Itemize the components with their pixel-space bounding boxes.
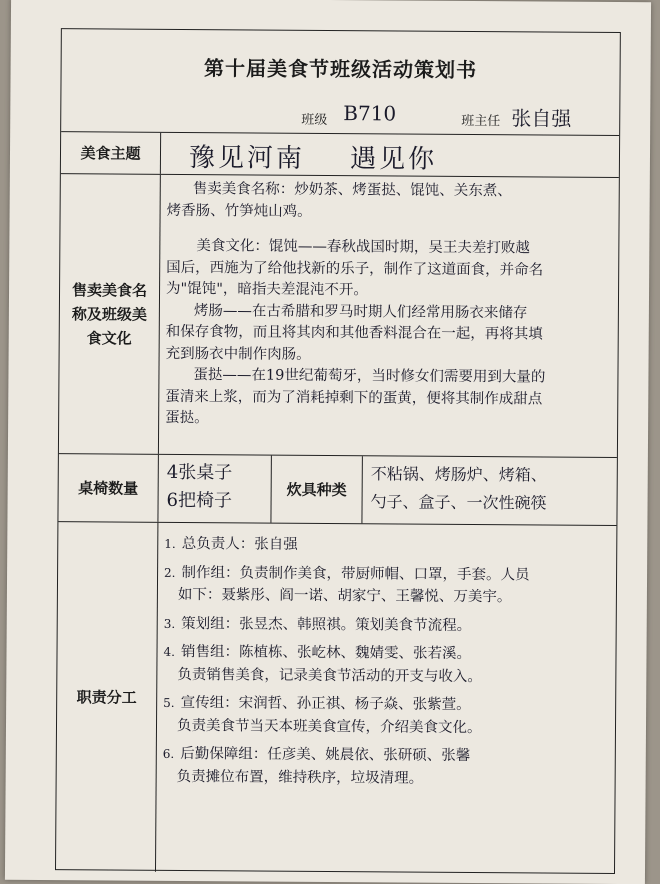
theme-row — [61, 131, 619, 177]
duty-text: 后勤保障组：任彦美、姚晨依、张研硕、张馨 — [180, 745, 471, 765]
duty-text: 制作组：负责制作美食，带厨师帽、口罩，手套。人员 — [181, 564, 530, 583]
duty-number: 4. — [163, 644, 176, 659]
teacher-label: 班主任 — [461, 113, 501, 130]
foods-text — [165, 179, 613, 433]
duty-item — [164, 612, 612, 638]
culture-line-1: 美食文化：馄饨——春秋战国时期，吴王夫差打败越 — [196, 238, 530, 257]
duties-list — [163, 533, 613, 791]
cookware-line-2: 勺子、盒子、一次性碗筷 — [370, 492, 547, 513]
theme-cell — [161, 133, 619, 177]
duty-text: 策划组：张昱杰、韩照祺。策划美食节流程。 — [181, 615, 472, 634]
culture-line-2: 国后，西施为了给他找新的乐子，制作了这道面食，并命名 — [166, 259, 544, 278]
culture-line-9: 蛋挞。 — [165, 409, 209, 427]
paper-sheet — [5, 0, 651, 884]
duty-item — [163, 743, 611, 769]
tables-row — [58, 453, 616, 525]
tables-cell — [158, 455, 616, 525]
class-value: B710 — [343, 101, 397, 126]
duties-cell — [156, 523, 616, 875]
table-chair-count — [166, 459, 232, 515]
planning-form — [55, 28, 621, 874]
culture-line-3: 为"馄饨"，暗指夫差混沌不开。 — [166, 280, 368, 299]
teacher-value: 张自强 — [511, 106, 572, 131]
class-label: 班级 — [301, 112, 328, 128]
cookware-line-1: 不粘锅、烤肠炉、烤箱、 — [370, 464, 547, 485]
duties-row — [56, 521, 616, 875]
duty-number: 1. — [164, 536, 176, 551]
duty-item — [163, 692, 611, 718]
duty-number: 3. — [163, 616, 176, 631]
food-names-line-2: 烤香肠、竹笋炖山鸡。 — [166, 202, 312, 220]
foods-cell — [159, 175, 619, 457]
duty-number: 6. — [162, 746, 175, 761]
duty-item-cont: 负责美食节当天本班美食宣传，介绍美食文化。 — [176, 717, 482, 736]
duties-label: 职责分工 — [56, 522, 158, 872]
duty-number: 2. — [164, 565, 176, 580]
duty-item-cont: 负责摊位布置，维持秩序，垃圾清理。 — [176, 768, 424, 787]
culture-line-6: 充到肠衣中制作肉肠。 — [165, 345, 311, 363]
theme-value: 豫见河南 遇见你 — [188, 143, 438, 175]
duty-item — [164, 533, 612, 559]
culture-line-5: 和保存食物，而且将其肉和其他香料混合在一起，再将其填 — [165, 323, 543, 343]
theme-label: 美食主题 — [61, 132, 161, 174]
duty-item — [163, 641, 611, 667]
duty-item-cont: 如下：聂紫彤、阎一诺、胡家宁、王馨悦、万美宇。 — [177, 586, 512, 606]
cookware-label: 炊具种类 — [270, 456, 362, 524]
duty-text: 销售组：陈植栋、张屹林、魏婧雯、张若溪。 — [180, 643, 472, 663]
duty-item — [164, 561, 612, 587]
foods-row — [59, 173, 619, 457]
culture-line-7: 蛋挞——在19世纪葡萄牙，当时修女们需要用到大量的 — [193, 367, 546, 386]
form-title: 第十届美食节班级活动策划书 — [204, 56, 478, 83]
duty-text: 宣传组：宋润哲、孙正祺、杨子焱、张紫萱。 — [180, 694, 471, 714]
duty-text: 总负责人：张自强 — [181, 535, 298, 553]
chairs-count: 6把椅子 — [166, 489, 233, 512]
tables-label: 桌椅数量 — [58, 454, 158, 522]
duty-number: 5. — [163, 695, 175, 710]
cookware-list — [370, 460, 610, 518]
culture-line-8: 蛋清来上浆，而为了消耗掉剩下的蛋黄，便将其制作成甜点 — [165, 388, 543, 407]
culture-line-4: 烤肠——在古希腊和罗马时期人们经常用肠衣来储存 — [193, 302, 528, 321]
food-names-line: 售卖美食名称：炒奶茶、烤蛋挞、馄饨、关东煮、 — [192, 181, 512, 200]
foods-label: 售卖美食名称及班级美食文化 — [59, 174, 161, 454]
tables-count: 4张桌子 — [166, 461, 233, 484]
duty-item-cont: 负责销售美食，记录美食节活动的开支与收入。 — [177, 666, 482, 685]
